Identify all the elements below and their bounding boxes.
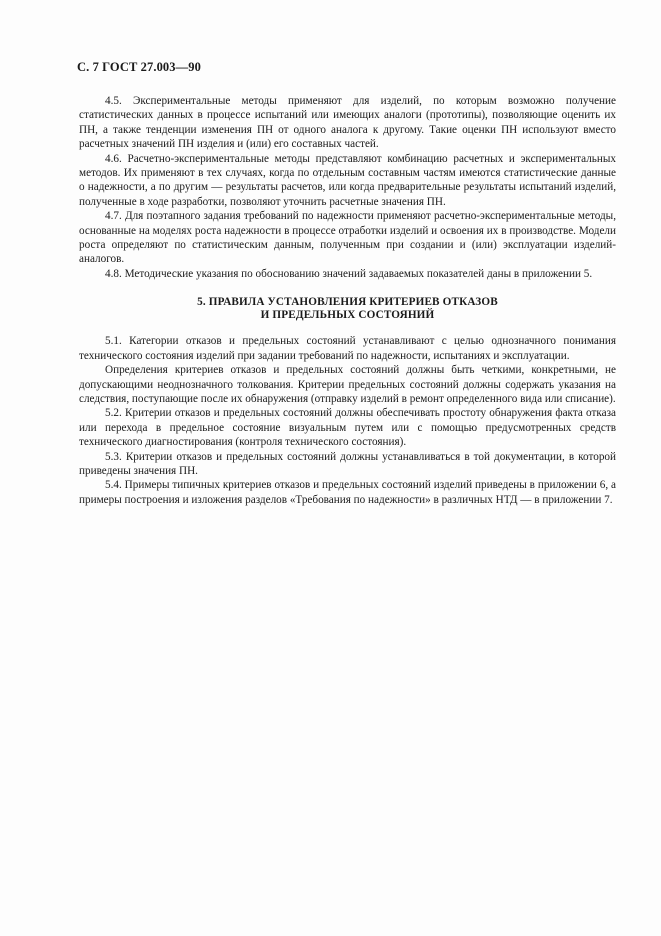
paragraph-5-1: 5.1. Категории отказов и предельных состояний устанавливают с целью однозначного понимания технического состояния изделий при задании требований по надежности, испытаниях и эксплуатации.	[79, 335, 616, 362]
paragraph-5-2: 5.2. Критерии отказов и предельных состояний должны обеспечивать простоту обнаружения факта отказа или перехода в предельное состояние визуальным путем или с помощью предусмотренных средств технического диагностирования (контроля технического состояния).	[79, 407, 616, 449]
section-heading-line-1: 5. ПРАВИЛА УСТАНОВЛЕНИЯ КРИТЕРИЕВ ОТКАЗОВ	[197, 296, 498, 309]
paragraph-4-8: 4.8. Методические указания по обоснованию значений задаваемых показателей даны в приложении 5.	[105, 267, 593, 280]
section-heading	[79, 296, 616, 322]
document-body	[79, 94, 616, 507]
paragraph-5-3: 5.3. Критерии отказов и предельных состояний должны устанавливаться в той документации, в которой приведены значения ПН.	[79, 450, 616, 477]
section-heading-line-2: И ПРЕДЕЛЬНЫХ СОСТОЯНИЙ	[260, 309, 435, 322]
paragraph-4-5: 4.5. Экспериментальные методы применяют для изделий, по которым возможно получение статистических данных в процессе испытаний или имеющих аналоги (прототипы), позволяющие оценить их ПН, а также тенденции изменения ПН от одного аналога к другому. Такие оценки ПН используют вместо расчетных значений ПН изделия и (или) его составных частей.	[79, 95, 616, 151]
paragraph-5-4: 5.4. Примеры типичных критериев отказов и предельных состояний изделий приведены в приложении 6, а примеры построения и изложения разделов «Требования по надежности» в различных НТД — в приложении 7.	[79, 479, 616, 506]
paragraph-4-7: 4.7. Для поэтапного задания требований по надежности применяют расчетно-экспериментальные методы, основанные на моделях роста надежности в процессе отработки изделий и освоения их в производстве. Модели роста определяют по статистическим данным, полученным при создании и (или) эксплуатации изделий-аналогов.	[79, 210, 616, 266]
paragraph-4-6: 4.6. Расчетно-экспериментальные методы представляют комбинацию расчетных и экспериментальных методов. Их применяют в тех случаях, когда по отдельным составным частям имеются статистические данные о надежности, а по другим — результаты расчетов, или когда предварительные результаты испытаний изделий, полученные в ходе разработки, позволяют уточнить расчетные значения ПН.	[79, 152, 616, 208]
page-header: С. 7 ГОСТ 27.003—90	[77, 60, 201, 74]
paragraph-5-1-definitions: Определения критериев отказов и предельных состояний должны быть четкими, конкретными, не допускающими неоднозначного толкования. Критерии предельных состояний должны содержать указания на следствия, поступающие после их обнаружения (отправку изделий в ремонт определенного вида или списание).	[79, 364, 616, 405]
